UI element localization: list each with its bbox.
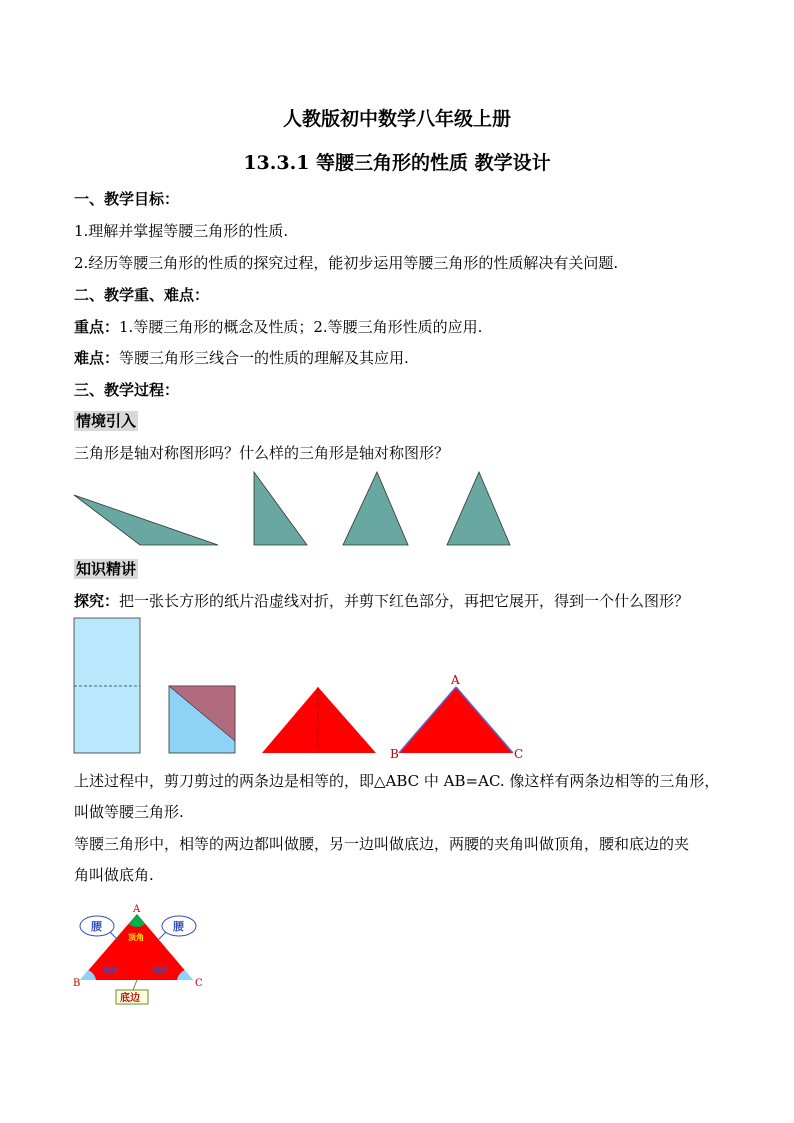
apex-angle-label: 顶角	[128, 932, 144, 942]
knowledge-tag: 知识精讲	[76, 560, 137, 578]
book-title: 人教版初中数学八年级上册	[282, 108, 511, 130]
vertex-b: B	[73, 978, 81, 989]
label-c: C	[514, 747, 524, 761]
para2-line2: 角叫做底角.	[74, 866, 154, 884]
base-pointer	[133, 980, 137, 990]
vertex-a: A	[133, 904, 141, 915]
goal-1: 1.理解并掌握等腰三角形的性质.	[74, 222, 289, 240]
explore-label: 探究：	[74, 592, 120, 610]
para2-line1: 等腰三角形中，相等的两边都叫做腰，另一边叫做底边，两腰的夹角叫做顶角，腰和底边的夹	[74, 835, 690, 853]
key-label: 重点：	[74, 318, 120, 336]
intro-tag: 情境引入	[76, 412, 137, 430]
leg-label-right: 腰	[173, 920, 184, 933]
difficulty-label: 难点：	[74, 349, 120, 367]
process-heading: 三、教学过程：	[74, 381, 180, 399]
goals-heading: 一、教学目标：	[74, 190, 180, 208]
vertex-c: C	[195, 978, 203, 989]
leg-pointer-right	[158, 932, 166, 940]
focus-heading: 二、教学重、难点：	[74, 286, 210, 304]
key-text: 1.等腰三角形的概念及性质；2.等腰三角形性质的应用.	[119, 318, 483, 336]
para1-line1: 上述过程中，剪刀剪过的两条边是相等的，即△ABC 中 AB=AC. 像这样有两条边相等的三角形，	[74, 772, 720, 790]
explore-text: 把一张长方形的纸片沿虚线对折，并剪下红色部分，再把它展开，得到一个什么图形？	[119, 592, 690, 610]
leg-label-left: 腰	[91, 920, 102, 933]
para1-line2: 叫做等腰三角形.	[74, 803, 184, 821]
label-b: B	[390, 747, 399, 761]
leg-pointer-left	[110, 932, 118, 940]
difficulty-text: 等腰三角形三线合一的性质的理解及其应用.	[119, 349, 409, 367]
base-label: 底边	[120, 993, 140, 1004]
goal-2: 2.经历等腰三角形的性质的探究过程，能初步运用等腰三角形的性质解决有关问题.	[74, 254, 619, 272]
lesson-title: 13.3.1 等腰三角形的性质 教学设计	[243, 152, 551, 174]
label-a: A	[451, 673, 460, 687]
base-angle-label-left: 底角	[103, 965, 119, 975]
base-angle-label-right: 底角	[153, 965, 169, 975]
intro-question: 三角形是轴对称图形吗？什么样的三角形是轴对称图形？	[74, 444, 450, 462]
